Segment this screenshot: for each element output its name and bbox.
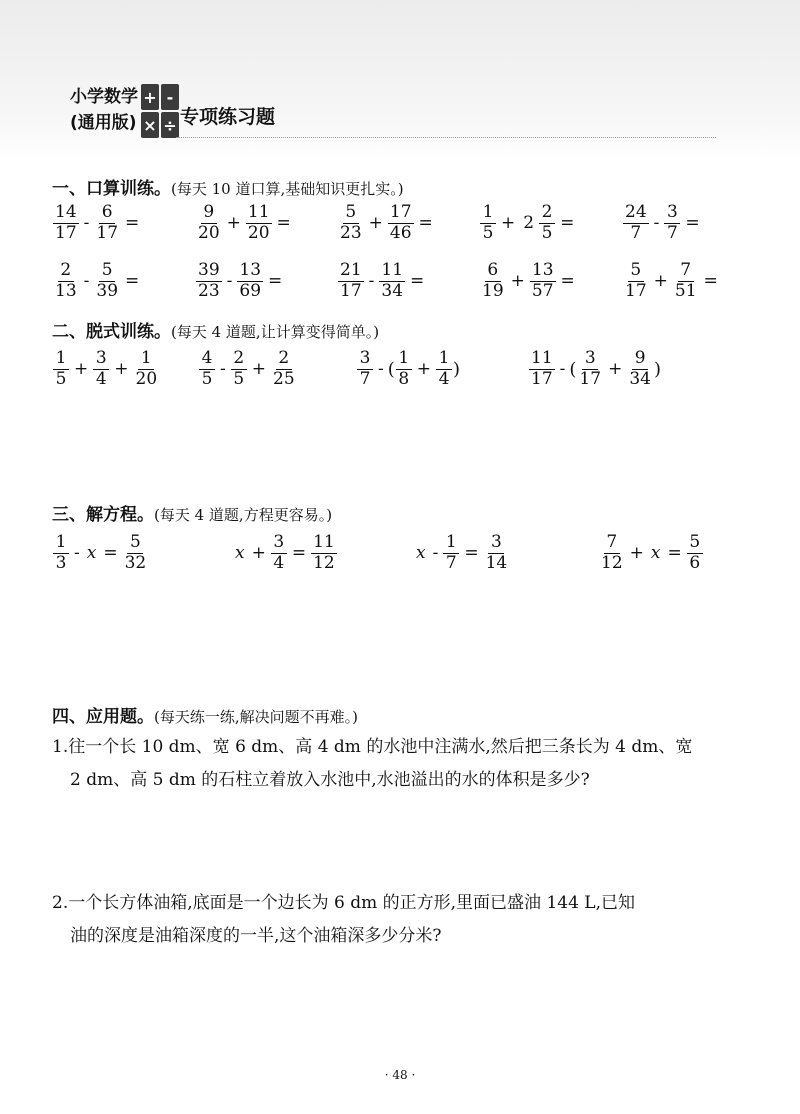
operator: = bbox=[276, 213, 291, 234]
numerator: 17 bbox=[389, 202, 412, 222]
operator: = bbox=[560, 213, 575, 234]
section-4-note: (每天练一练,解决问题不再难。) bbox=[154, 708, 358, 726]
operator: + bbox=[416, 359, 432, 380]
fraction bbox=[271, 350, 297, 389]
oral-item bbox=[195, 204, 295, 243]
operator: = bbox=[685, 213, 700, 234]
numerator: 5 bbox=[343, 204, 359, 224]
word-problem-2 bbox=[52, 887, 772, 953]
operator: = bbox=[125, 213, 140, 234]
fraction bbox=[338, 204, 364, 243]
numerator: 21 bbox=[340, 260, 362, 280]
fraction bbox=[484, 534, 510, 573]
denominator: 69 bbox=[239, 280, 262, 301]
numerator: 11 bbox=[247, 202, 270, 222]
parenthesis: ) bbox=[453, 358, 461, 380]
denominator: 5 bbox=[482, 222, 494, 243]
operator: = bbox=[560, 271, 575, 292]
section-2-note: (每天 4 道题,让计算变得简单。) bbox=[171, 323, 380, 341]
brand-line-2: (通用版) bbox=[70, 113, 137, 133]
fraction bbox=[53, 350, 69, 389]
fraction bbox=[443, 534, 459, 573]
numerator: 1 bbox=[443, 534, 459, 554]
plus-icon: + bbox=[141, 84, 159, 110]
numerator: 3 bbox=[488, 534, 504, 554]
numerator: 9 bbox=[201, 204, 217, 224]
section-4-title bbox=[52, 702, 358, 727]
fraction bbox=[53, 204, 79, 243]
operator: + bbox=[226, 213, 241, 234]
numerator: 5 bbox=[628, 262, 644, 282]
operator: - bbox=[378, 359, 384, 380]
problem-2-line-1: 2.一个长方体油箱,底面是一个边长为 6 dm 的正方形,里面已盛油 144 L,已知 bbox=[52, 893, 636, 913]
series-title: 专项练习题 bbox=[180, 106, 276, 128]
oral-item bbox=[52, 262, 143, 301]
numerator: 39 bbox=[198, 260, 220, 280]
numerator: 11 bbox=[381, 260, 404, 280]
numerator: 3 bbox=[664, 204, 680, 224]
fraction bbox=[673, 262, 699, 301]
operator: = bbox=[103, 543, 118, 564]
calc-item bbox=[528, 350, 661, 389]
fraction bbox=[480, 262, 506, 301]
numerator: 2 bbox=[231, 350, 247, 370]
fraction bbox=[123, 534, 149, 573]
numerator: 9 bbox=[632, 350, 648, 370]
numerator: 13 bbox=[531, 260, 554, 280]
operator: + bbox=[114, 359, 129, 380]
numerator: 4 bbox=[199, 350, 215, 370]
denominator: 4 bbox=[95, 368, 107, 389]
section-3-heading: 三、解方程。 bbox=[52, 505, 154, 525]
numerator: 3 bbox=[582, 350, 598, 370]
oral-item bbox=[337, 262, 428, 301]
numerator: 5 bbox=[99, 262, 115, 282]
oral-item bbox=[622, 204, 704, 243]
equation-item bbox=[232, 534, 338, 573]
operator: = bbox=[418, 213, 433, 234]
variable-x: x bbox=[650, 543, 661, 564]
parenthesis: ( bbox=[387, 358, 395, 380]
fraction bbox=[623, 262, 649, 301]
denominator: 3 bbox=[55, 552, 67, 573]
fraction bbox=[388, 204, 414, 243]
numerator: 1 bbox=[436, 350, 452, 370]
header-divider bbox=[176, 137, 716, 138]
operator: - bbox=[559, 359, 566, 380]
oral-item bbox=[195, 262, 286, 301]
fraction bbox=[436, 350, 452, 389]
section-3-note: (每天 4 道题,方程更容易。) bbox=[154, 506, 333, 524]
numerator: 13 bbox=[239, 260, 262, 280]
numerator: 6 bbox=[99, 204, 115, 224]
fraction bbox=[94, 262, 120, 301]
numerator: 2 bbox=[539, 204, 555, 224]
operator: - bbox=[83, 213, 90, 234]
calc-item bbox=[52, 350, 160, 389]
operator: + bbox=[251, 359, 266, 380]
denominator: 39 bbox=[96, 280, 119, 301]
numerator: 1 bbox=[138, 350, 154, 370]
oral-item bbox=[479, 204, 578, 243]
operator: - bbox=[220, 359, 226, 380]
oral-item bbox=[337, 204, 437, 243]
denominator: 5 bbox=[541, 222, 553, 243]
denominator: 12 bbox=[601, 552, 623, 573]
operator: + bbox=[368, 213, 383, 234]
fraction bbox=[196, 262, 222, 301]
denominator: 4 bbox=[438, 368, 450, 389]
denominator: 17 bbox=[625, 280, 647, 301]
fraction bbox=[357, 350, 373, 389]
denominator: 51 bbox=[674, 280, 697, 301]
numerator: 1 bbox=[396, 350, 412, 370]
parenthesis: ( bbox=[569, 358, 577, 380]
denominator: 7 bbox=[359, 368, 371, 389]
header-band bbox=[0, 0, 800, 160]
numerator: 11 bbox=[531, 348, 553, 368]
denominator: 14 bbox=[485, 552, 508, 573]
denominator: 7 bbox=[666, 222, 678, 243]
equation-item bbox=[413, 534, 510, 573]
fraction bbox=[231, 350, 247, 389]
denominator: 34 bbox=[629, 368, 651, 389]
numerator: 1 bbox=[480, 204, 496, 224]
operator: = bbox=[125, 271, 140, 292]
operator-badge bbox=[141, 84, 179, 138]
operator: = bbox=[667, 543, 682, 564]
numerator: 5 bbox=[127, 534, 143, 554]
denominator: 7 bbox=[630, 222, 642, 243]
divide-icon: ÷ bbox=[161, 112, 179, 138]
denominator: 5 bbox=[233, 368, 245, 389]
numerator: 3 bbox=[93, 350, 109, 370]
denominator: 5 bbox=[201, 368, 213, 389]
fraction bbox=[480, 204, 496, 243]
section-2-heading: 二、脱式训练。 bbox=[52, 322, 171, 342]
numerator: 24 bbox=[625, 202, 647, 222]
numerator: 7 bbox=[678, 262, 694, 282]
denominator: 8 bbox=[398, 368, 410, 389]
fraction bbox=[623, 204, 649, 243]
fraction bbox=[664, 204, 680, 243]
fraction bbox=[311, 534, 337, 573]
operator: = bbox=[268, 271, 283, 292]
numerator: 3 bbox=[357, 350, 373, 370]
times-icon: × bbox=[141, 112, 159, 138]
operator: - bbox=[74, 543, 80, 564]
fraction bbox=[94, 204, 120, 243]
denominator: 25 bbox=[273, 368, 295, 389]
operator: + bbox=[501, 213, 516, 234]
numerator: 3 bbox=[271, 534, 287, 554]
section-1-note: (每天 10 道口算,基础知识更扎实。) bbox=[171, 180, 404, 198]
fraction bbox=[93, 350, 109, 389]
denominator: 20 bbox=[135, 368, 158, 389]
fraction bbox=[396, 350, 412, 389]
denominator: 19 bbox=[482, 280, 504, 301]
oral-item bbox=[479, 262, 579, 301]
brand-line-1: 小学数学 bbox=[70, 87, 138, 107]
brand-title bbox=[70, 84, 138, 136]
operator: + bbox=[74, 359, 89, 380]
oral-item bbox=[52, 204, 143, 243]
operator: - bbox=[653, 213, 660, 234]
denominator: 32 bbox=[124, 552, 147, 573]
denominator: 12 bbox=[313, 552, 335, 573]
fraction bbox=[687, 534, 703, 573]
denominator: 17 bbox=[579, 368, 602, 389]
denominator: 17 bbox=[340, 280, 362, 301]
denominator: 20 bbox=[247, 222, 270, 243]
numerator: 1 bbox=[53, 350, 69, 370]
calc-item bbox=[198, 350, 298, 389]
problem-1-line-1: 1.往一个长 10 dm、宽 6 dm、高 4 dm 的水池中注满水,然后把三条长为 4 dm、宽 bbox=[52, 737, 693, 757]
denominator: 17 bbox=[96, 222, 119, 243]
denominator: 20 bbox=[198, 222, 220, 243]
numerator: 14 bbox=[55, 202, 77, 222]
fraction bbox=[338, 262, 364, 301]
numerator: 2 bbox=[276, 350, 292, 370]
variable-x: x bbox=[235, 543, 245, 564]
denominator: 13 bbox=[55, 280, 77, 301]
operator: - bbox=[368, 271, 375, 292]
fraction bbox=[529, 350, 555, 389]
operator: = bbox=[410, 271, 425, 292]
numerator: 1 bbox=[53, 534, 69, 554]
denominator: 57 bbox=[531, 280, 554, 301]
fraction bbox=[246, 204, 272, 243]
section-3-title bbox=[52, 500, 332, 525]
fraction bbox=[530, 262, 556, 301]
whole-number: 2 bbox=[523, 213, 535, 234]
page-number: · 48 · bbox=[384, 1068, 416, 1082]
denominator: 34 bbox=[381, 280, 404, 301]
operator: + bbox=[653, 271, 668, 292]
numerator: 2 bbox=[58, 262, 74, 282]
equation-item bbox=[52, 534, 149, 573]
denominator: 23 bbox=[340, 222, 362, 243]
fraction bbox=[134, 350, 160, 389]
denominator: 17 bbox=[55, 222, 77, 243]
fraction bbox=[237, 262, 263, 301]
numerator: 11 bbox=[313, 532, 335, 552]
word-problem-1 bbox=[52, 731, 772, 797]
operator: + bbox=[629, 543, 644, 564]
operator: - bbox=[83, 271, 90, 292]
problem-1-line-2: 2 dm、高 5 dm 的石柱立着放入水池中,水池溢出的水的体积是多少? bbox=[70, 770, 590, 790]
numerator: 6 bbox=[485, 262, 501, 282]
fraction bbox=[599, 534, 625, 573]
operator: = bbox=[464, 543, 479, 564]
variable-x: x bbox=[86, 543, 97, 564]
operator: + bbox=[608, 359, 623, 380]
equation-item bbox=[598, 534, 704, 573]
operator: = bbox=[291, 543, 307, 564]
numerator: 7 bbox=[604, 534, 620, 554]
fraction bbox=[196, 204, 222, 243]
denominator: 5 bbox=[55, 368, 67, 389]
denominator: 6 bbox=[689, 552, 701, 573]
numerator: 5 bbox=[687, 534, 703, 554]
minus-icon: - bbox=[161, 84, 179, 110]
fraction bbox=[627, 350, 653, 389]
fraction bbox=[53, 534, 69, 573]
denominator: 46 bbox=[389, 222, 412, 243]
section-4-heading: 四、应用题。 bbox=[52, 707, 154, 727]
operator: - bbox=[432, 543, 439, 564]
oral-item bbox=[622, 262, 722, 301]
fraction bbox=[271, 534, 287, 573]
operator: + bbox=[251, 543, 266, 564]
fraction bbox=[379, 262, 405, 301]
fraction bbox=[53, 262, 79, 301]
calc-item bbox=[356, 350, 460, 389]
fraction bbox=[539, 204, 555, 243]
section-1-title bbox=[52, 174, 404, 199]
denominator: 23 bbox=[198, 280, 220, 301]
operator: = bbox=[703, 271, 718, 292]
operator: - bbox=[226, 271, 233, 292]
section-2-title bbox=[52, 317, 379, 342]
parenthesis: ) bbox=[653, 358, 661, 380]
problem-2-line-2: 油的深度是油箱深度的一半,这个油箱深多少分米? bbox=[70, 926, 442, 946]
section-1-heading: 一、口算训练。 bbox=[52, 179, 171, 199]
variable-x: x bbox=[416, 543, 426, 564]
denominator: 17 bbox=[531, 368, 553, 389]
denominator: 4 bbox=[273, 552, 285, 573]
operator: + bbox=[510, 271, 525, 292]
fraction bbox=[199, 350, 215, 389]
fraction bbox=[577, 350, 603, 389]
denominator: 7 bbox=[445, 552, 457, 573]
